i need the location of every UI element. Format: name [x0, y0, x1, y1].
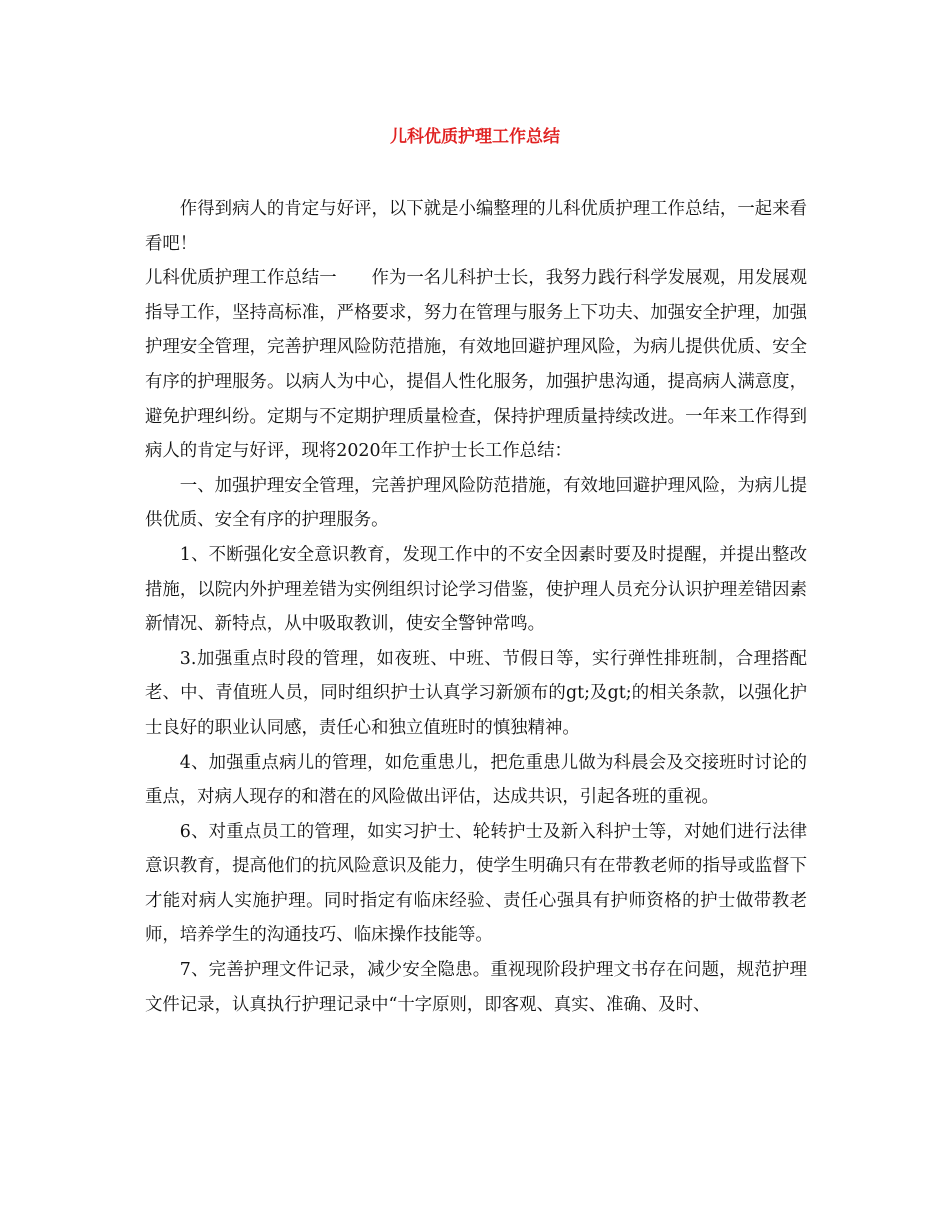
paragraph-item-6: 6、对重点员工的管理，如实习护士、轮转护士及新入科护士等，对她们进行法律意识教育，提高他们的抗风险意识及能力，使学生明确只有在带教老师的指导或监督下才能对病人实施护理。同时指定有临床经验、责任心强具有护师资格的护士做带教老师，培养学生的沟通技巧、临床操作技能等。 — [145, 821, 807, 946]
paragraph-summary-one: 儿科优质护理工作总结一 作为一名儿科护士长，我努力践行科学发展观，用发展观指导工作，坚持高标准，严格要求，努力在管理与服务上下功夫、加强安全护理，加强护理安全管理，完善护理风险防范措施，有效地回避护理风险，为病儿提供优质、安全有序的护理服务。以病人为中心，提倡人性化服务，加强护患沟通，提高病人满意度，避免护理纠纷。定期与不定期护理质量检查，保持护理质量持续改进。一年来工作得到病人的肯定与好评，现将2020年工作护士长工作总结： — [145, 268, 807, 462]
paragraph-item-7: 7、完善护理文件记录，减少安全隐患。重视现阶段护理文书存在问题，规范护理文件记录，认真执行护理记录中“十字原则，即客观、真实、准确、及时、 — [145, 960, 807, 1015]
page-title: 儿科优质护理工作总结 — [390, 127, 560, 147]
paragraph-section-one: 一、加强护理安全管理，完善护理风险防范措施，有效地回避护理风险，为病儿提供优质、安全有序的护理服务。 — [145, 475, 807, 531]
document-body — [145, 192, 807, 1022]
paragraph-intro: 作得到病人的肯定与好评，以下就是小编整理的儿科优质护理工作总结，一起来看看吧！ — [145, 199, 807, 254]
paragraph-item-3: 3.加强重点时段的管理，如夜班、中班、节假日等，实行弹性排班制，合理搭配老、中、青值班人员，同时组织护士认真学习新颁布的gt;及gt;的相关条款，以强化护士良好的职业认同感，责任心和独立值班时的慎独精神。 — [145, 648, 807, 738]
paragraph-item-4: 4、加强重点病儿的管理，如危重患儿，把危重患儿做为科晨会及交接班时讨论的重点，对病人现存的和潜在的风险做出评估，达成共识，引起各班的重视。 — [145, 752, 807, 808]
paragraph-item-1: 1、不断强化安全意识教育，发现工作中的不安全因素时要及时提醒，并提出整改措施，以院内外护理差错为实例组织讨论学习借鉴，使护理人员充分认识护理差错因素新情况、新特点，从中吸取教训，使安全警钟常鸣。 — [145, 544, 807, 635]
